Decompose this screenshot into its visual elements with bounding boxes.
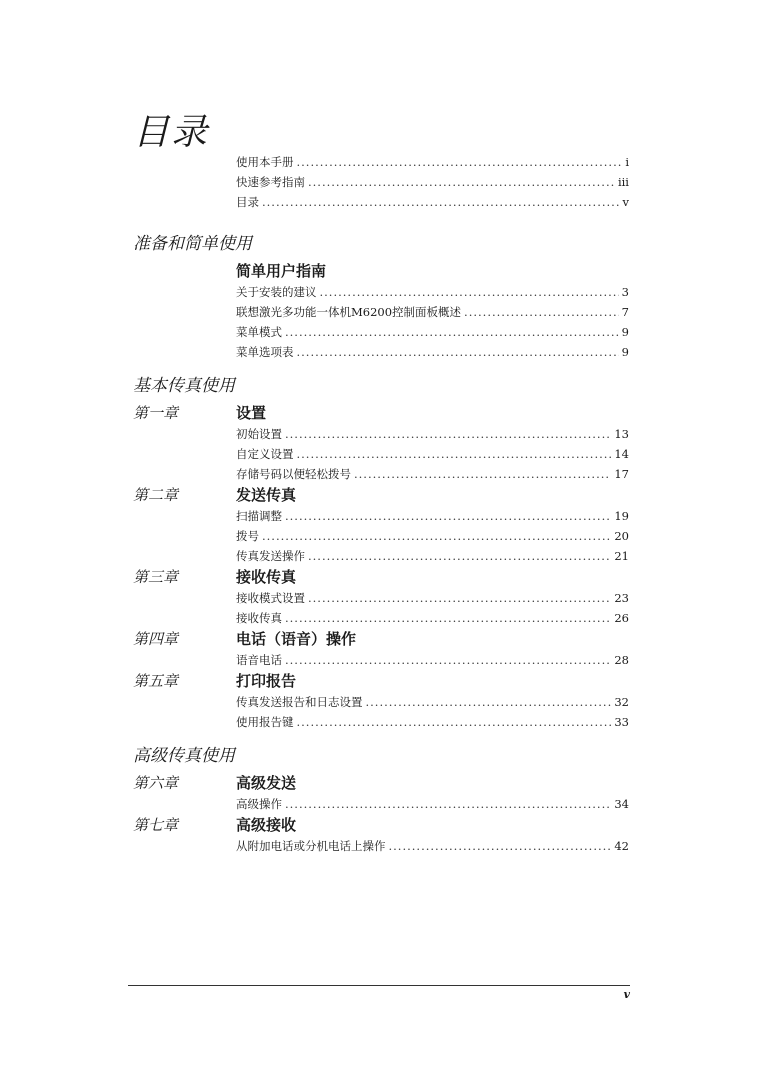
dot-leader (285, 424, 611, 444)
entry-title: 关于安装的建议 (236, 285, 317, 299)
toc-entry[interactable] (236, 712, 629, 732)
entry-page-number: 28 (614, 653, 629, 667)
part-title: 高级传真使用 (133, 746, 235, 766)
entry-title: 传真发送报告和日志设置 (236, 695, 363, 709)
toc-entry[interactable] (236, 152, 629, 172)
dot-leader (308, 546, 611, 566)
entry-title: 使用报告键 (236, 715, 294, 729)
chapter-heading (0, 402, 760, 424)
dot-leader (297, 152, 623, 172)
toc-entry[interactable] (236, 192, 629, 212)
dot-leader (366, 692, 612, 712)
entry-title: 接收模式设置 (236, 591, 305, 605)
dot-leader (285, 506, 611, 526)
chapter-number: 第二章 (133, 486, 179, 504)
part-title: 准备和简单使用 (133, 234, 252, 254)
entry-title: 拨号 (236, 529, 259, 543)
toc-entry[interactable] (236, 424, 629, 444)
entry-page-number: 3 (621, 285, 629, 299)
entry-title: 目录 (236, 195, 259, 209)
chapter-entries (0, 692, 760, 732)
part-section (0, 232, 760, 362)
toc-entry[interactable] (236, 794, 629, 814)
entry-page-number: 9 (621, 325, 629, 339)
toc-entry[interactable] (236, 650, 629, 670)
entry-page-number: 42 (614, 839, 629, 853)
entry-title: 初始设置 (236, 427, 282, 441)
part-section (0, 374, 760, 732)
entry-page-number: 17 (614, 467, 629, 481)
toc-entry[interactable] (236, 692, 629, 712)
chapter-entries (0, 282, 760, 362)
entry-title: 扫描调整 (236, 509, 282, 523)
entry-page-number: 26 (614, 611, 629, 625)
dot-leader (285, 322, 619, 342)
dot-leader (262, 526, 611, 546)
chapter-title[interactable]: 简单用户指南 (236, 262, 327, 280)
entry-page-number: i (625, 155, 629, 169)
chapter-heading (0, 260, 760, 282)
dot-leader (320, 282, 619, 302)
chapter-entries (0, 650, 760, 670)
chapter-title[interactable]: 高级发送 (236, 774, 297, 792)
chapter-number: 第五章 (133, 672, 179, 690)
chapter-entries (0, 794, 760, 814)
dot-leader (308, 172, 615, 192)
chapter-heading (0, 772, 760, 794)
entry-title: 接收传真 (236, 611, 282, 625)
entry-title: 菜单选项表 (236, 345, 294, 359)
entry-title: 传真发送操作 (236, 549, 305, 563)
entry-page-number: 23 (614, 591, 629, 605)
chapter-number: 第七章 (133, 816, 179, 834)
dot-leader (285, 608, 611, 628)
toc-entry[interactable] (236, 302, 629, 322)
entry-title: 快速参考指南 (236, 175, 305, 189)
chapter-title[interactable]: 电话（语音）操作 (236, 630, 357, 648)
dot-leader (297, 712, 612, 732)
toc-entry[interactable] (236, 588, 629, 608)
page-title: 目录 (133, 112, 210, 153)
toc-entry[interactable] (236, 836, 629, 856)
toc-entry[interactable] (236, 444, 629, 464)
chapter-number: 第六章 (133, 774, 179, 792)
chapter-heading (0, 814, 760, 836)
entry-title: 从附加电话或分机电话上操作 (236, 839, 386, 853)
toc-entry[interactable] (236, 608, 629, 628)
dot-leader (389, 836, 612, 856)
front-matter-list (0, 152, 760, 212)
toc-entry[interactable] (236, 322, 629, 342)
chapter-entries (0, 506, 760, 566)
chapter-heading (0, 670, 760, 692)
entry-page-number: 32 (614, 695, 629, 709)
footer-rule (128, 985, 630, 986)
dot-leader (464, 302, 619, 322)
entry-page-number: 21 (614, 549, 629, 563)
chapter-entries (0, 588, 760, 628)
chapter-title[interactable]: 接收传真 (236, 568, 297, 586)
entry-page-number: 9 (621, 345, 629, 359)
chapter-entries (0, 424, 760, 484)
entry-page-number: 7 (621, 305, 629, 319)
chapter-title[interactable]: 设置 (236, 404, 267, 422)
toc-entry[interactable] (236, 464, 629, 484)
entry-title: 自定义设置 (236, 447, 294, 461)
entry-page-number: 19 (614, 509, 629, 523)
toc-entry[interactable] (236, 526, 629, 546)
dot-leader (308, 588, 611, 608)
entry-title: 高级操作 (236, 797, 282, 811)
dot-leader (285, 650, 611, 670)
chapter-title[interactable]: 打印报告 (236, 672, 297, 690)
entry-page-number: v (622, 195, 629, 209)
entry-title: 联想激光多功能一体机M6200控制面板概述 (236, 305, 462, 319)
chapter-entries (0, 836, 760, 856)
entry-page-number: 13 (614, 427, 629, 441)
dot-leader (262, 192, 620, 212)
dot-leader (297, 342, 619, 362)
toc-entry[interactable] (236, 282, 629, 302)
entry-page-number: 34 (614, 797, 629, 811)
chapter-heading (0, 628, 760, 650)
dot-leader (354, 464, 611, 484)
entry-title: 存储号码以便轻松拨号 (236, 467, 351, 481)
chapter-heading (0, 566, 760, 588)
entry-page-number: 14 (614, 447, 629, 461)
toc-entry[interactable] (236, 546, 629, 566)
dot-leader (297, 444, 612, 464)
table-of-contents (0, 232, 760, 868)
entry-page-number: 20 (614, 529, 629, 543)
part-section (0, 744, 760, 856)
chapter-number: 第四章 (133, 630, 179, 648)
chapter-number: 第三章 (133, 568, 179, 586)
toc-entry[interactable] (236, 342, 629, 362)
toc-entry[interactable] (236, 172, 629, 192)
chapter-number: 第一章 (133, 404, 179, 422)
toc-entry[interactable] (236, 506, 629, 526)
entry-page-number: iii (617, 175, 629, 189)
entry-title: 语音电话 (236, 653, 282, 667)
entry-title: 使用本手册 (236, 155, 294, 169)
dot-leader (285, 794, 611, 814)
entry-title: 菜单模式 (236, 325, 282, 339)
chapter-heading (0, 484, 760, 506)
part-title: 基本传真使用 (133, 376, 235, 396)
chapter-title[interactable]: 发送传真 (236, 486, 297, 504)
page-number: v (623, 988, 630, 1001)
chapter-title[interactable]: 高级接收 (236, 816, 297, 834)
entry-page-number: 33 (614, 715, 629, 729)
